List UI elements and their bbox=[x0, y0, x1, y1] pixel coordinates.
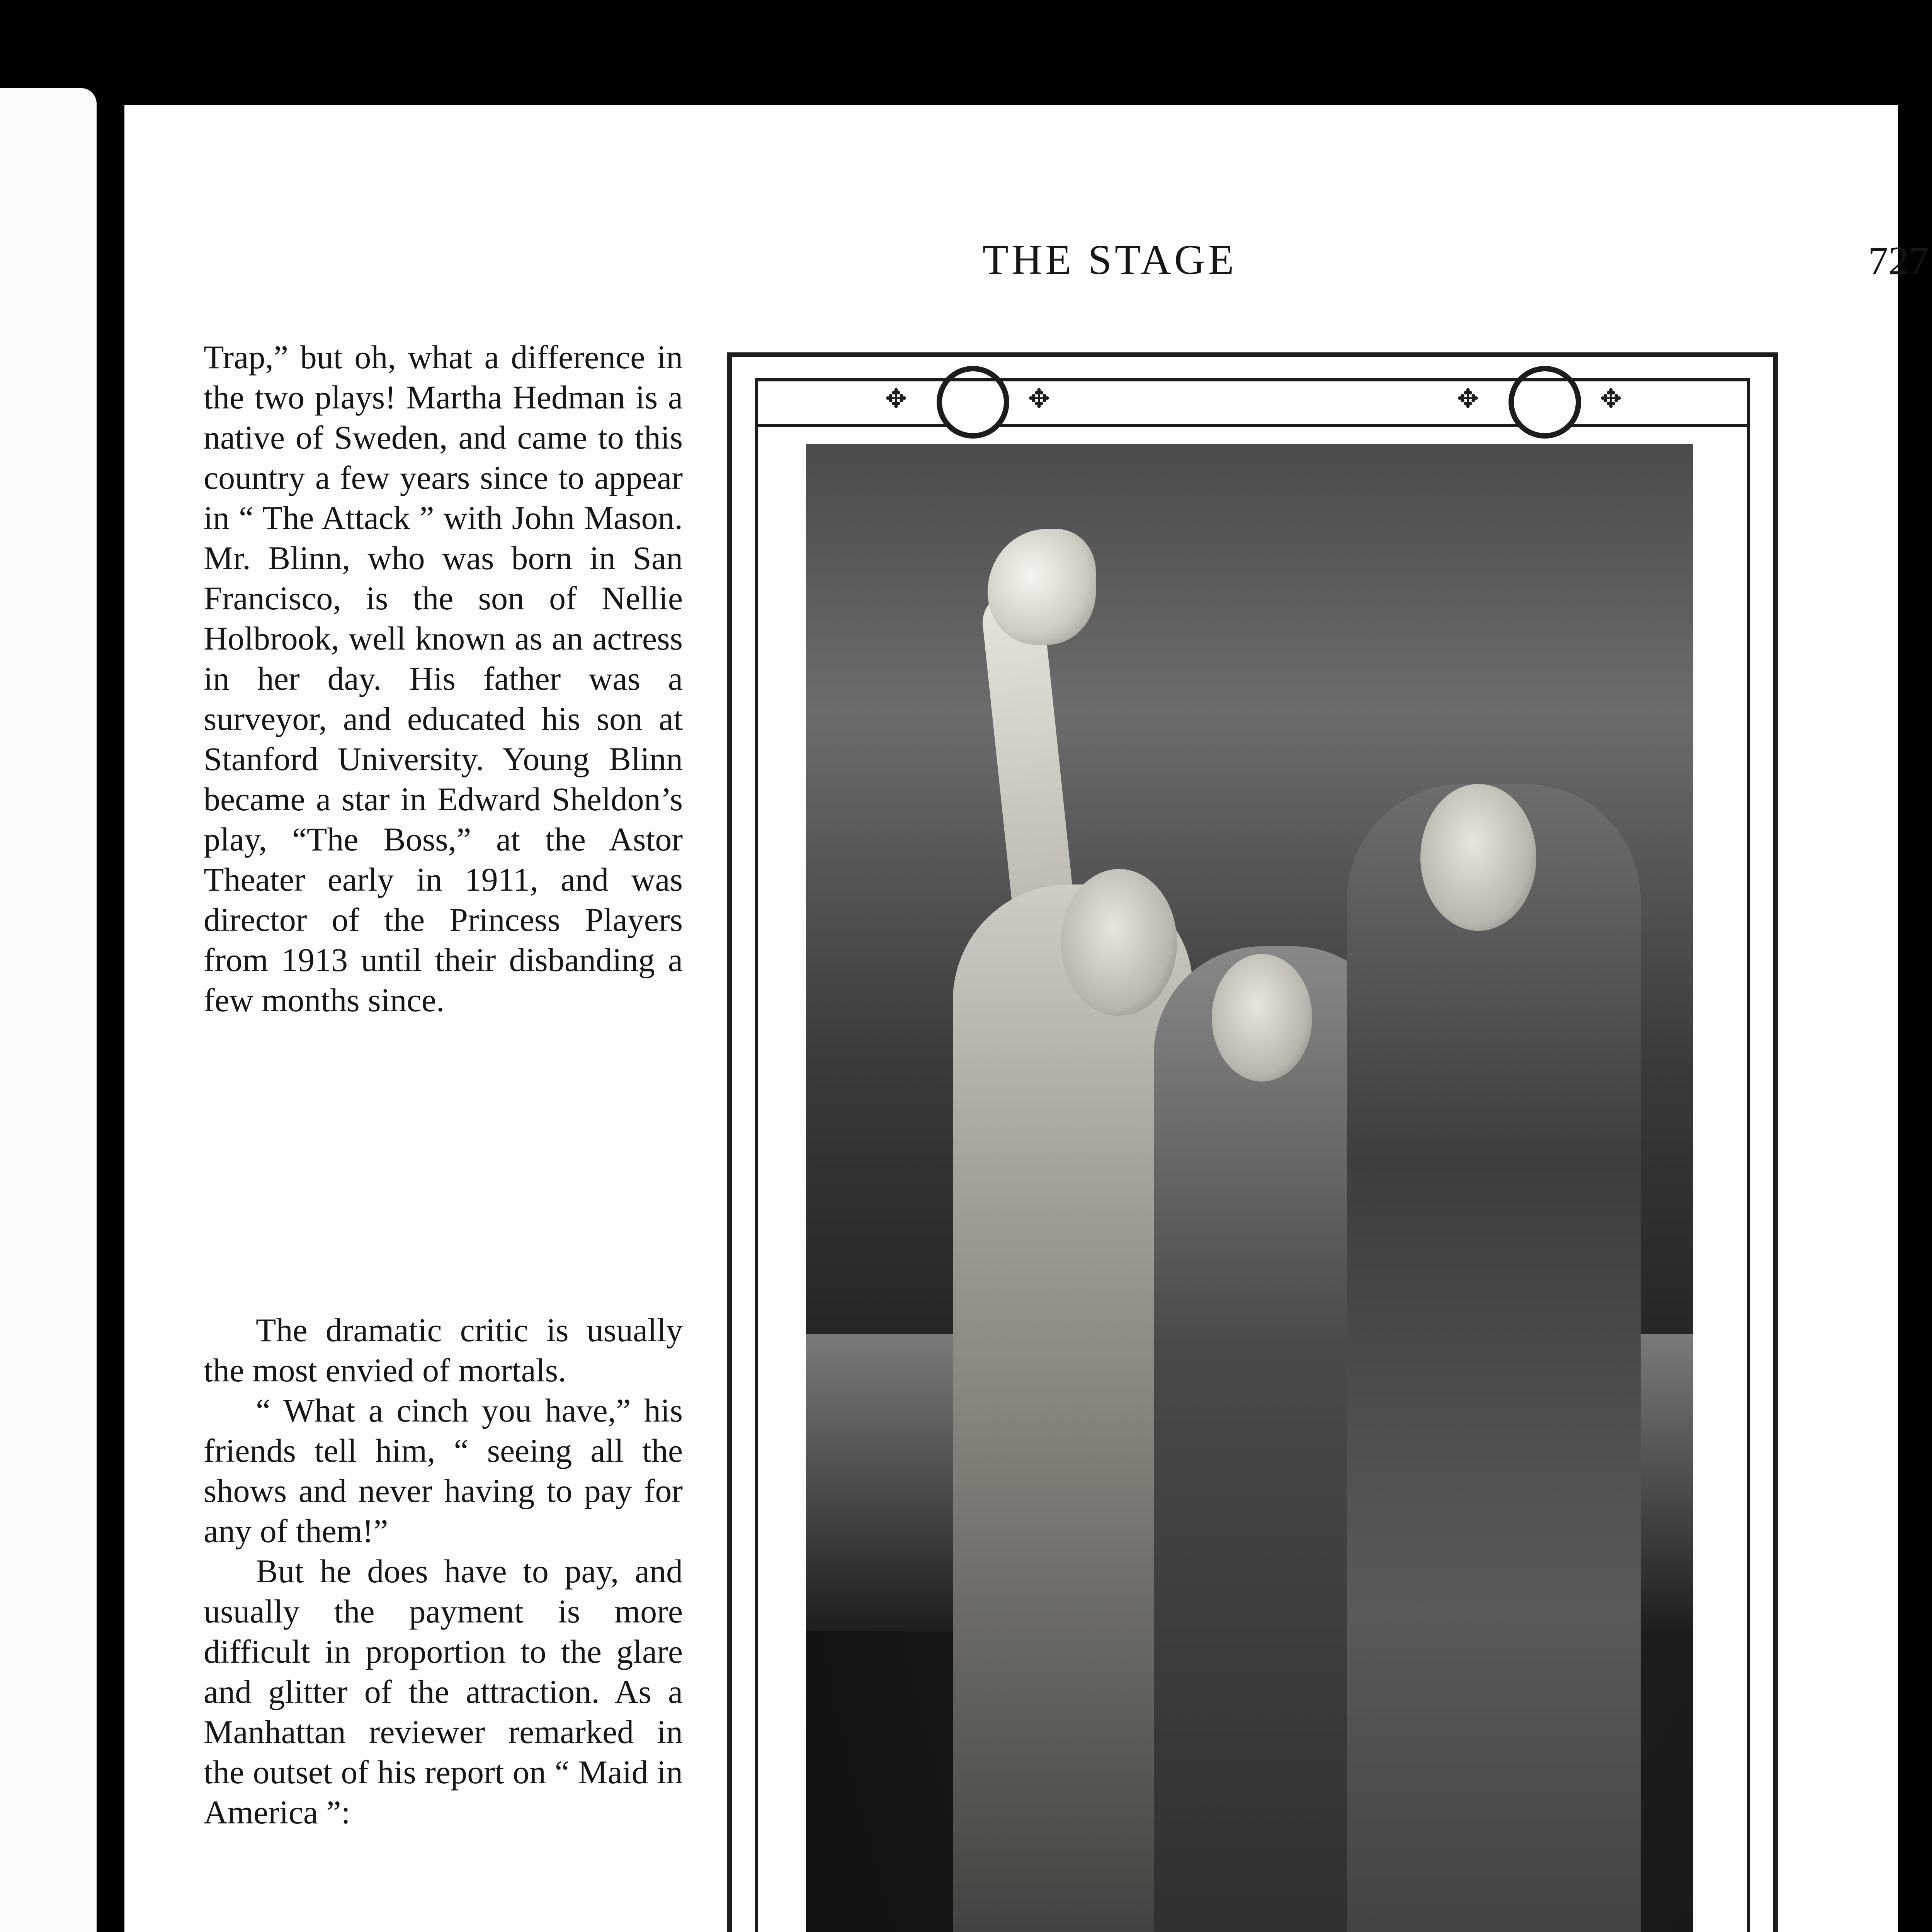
figure-right-woman bbox=[1347, 784, 1641, 1932]
paragraph: The dramatic critic is usually the most envied of mortals. bbox=[204, 1311, 683, 1389]
quatrefoil-ornament-icon: ✥ bbox=[1600, 384, 1622, 413]
quatrefoil-ornament-icon: ✥ bbox=[885, 384, 907, 413]
paragraph: Trap,” but oh, what a difference in the two plays! Martha Hedman is a native of Sweden, and came to this country a few years since to appear in “ The Attack ” with John Mason. Mr. Blinn, who was born in San Francisco, is the son of Nellie Holbrook, well known as an actress in her day. His father was a surveyor, and educated his son at Stanford University. Young Blinn became a star in Edward Sheldon’s play, “The Boss,” at the Astor Theater early in 1911, and was director of the Princess Players from 1913 until their disbanding a few months since. bbox=[204, 338, 683, 1019]
running-head: THE STAGE bbox=[982, 236, 1237, 283]
face-left bbox=[1061, 869, 1177, 1016]
text-column-para2 bbox=[204, 1310, 683, 1832]
photo-frame bbox=[727, 352, 1778, 1932]
text-column-para1 bbox=[204, 337, 683, 1020]
face-center bbox=[1212, 954, 1312, 1082]
paragraph: But he does have to pay, and usually the payment is more difficult in proportion to the glare and glitter of the attraction. As a Manhattan reviewer remarked in the outset of his report on “ Maid in America ”: bbox=[204, 1553, 683, 1831]
page-number: 727 bbox=[1868, 238, 1929, 283]
quatrefoil-ornament-icon: ✥ bbox=[1028, 384, 1050, 413]
quatrefoil-ornament-icon: ✥ bbox=[1457, 384, 1479, 413]
stage-photograph bbox=[806, 444, 1693, 1932]
magazine-page bbox=[124, 105, 1929, 1932]
paragraph: “ What a cinch you have,” his friends tell him, “ seeing all the shows and never having to pay for any of them!” bbox=[204, 1392, 683, 1549]
face-right bbox=[1420, 784, 1536, 931]
facing-page-edge bbox=[0, 88, 97, 1932]
